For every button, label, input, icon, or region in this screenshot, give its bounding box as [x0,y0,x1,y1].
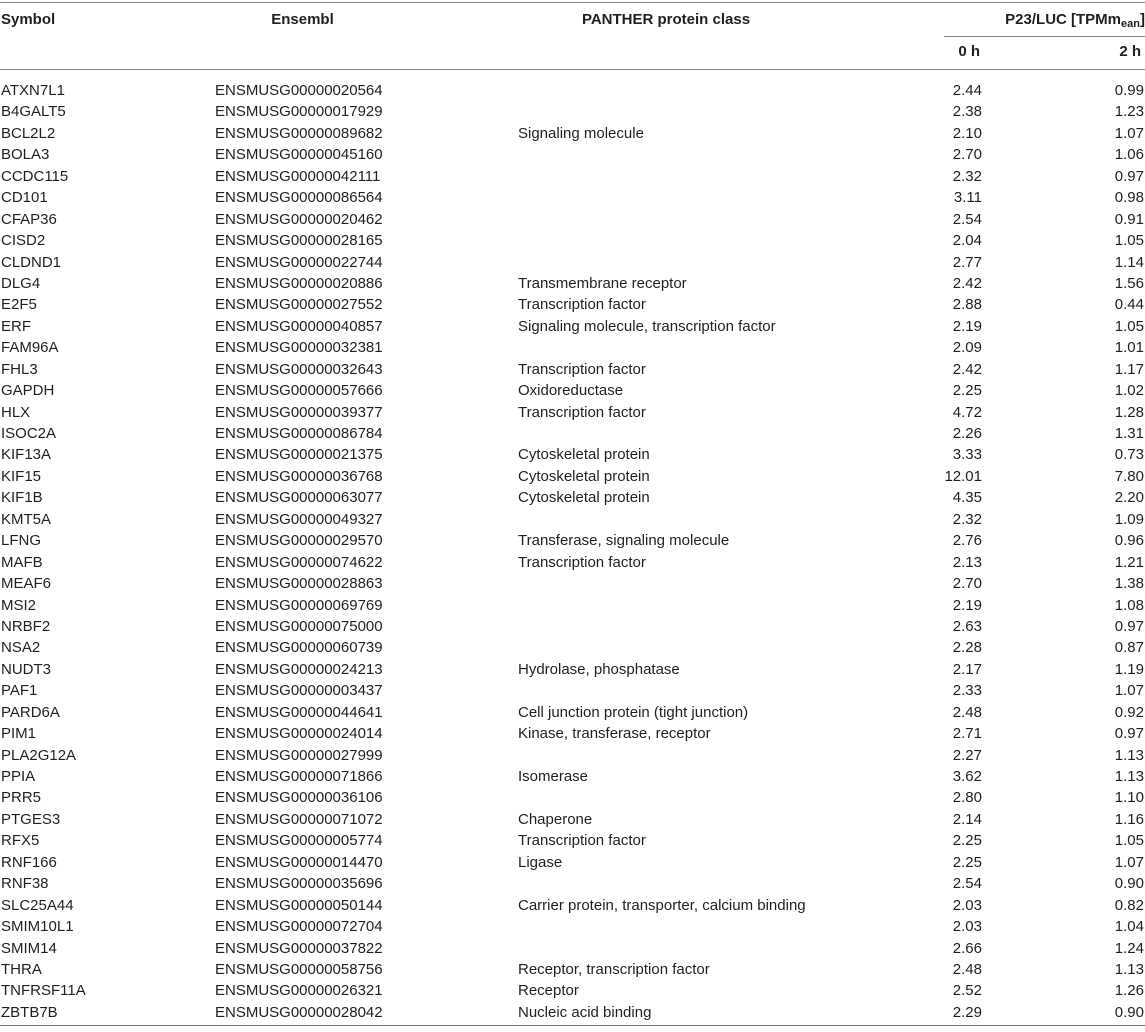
cell-2h: 1.38 [1114,575,1144,593]
cell-protein-class: Cytoskeletal protein [518,467,650,485]
cell-symbol: THRA [1,960,42,978]
cell-ensembl: ENSMUSG00000032643 [215,360,383,378]
cell-ensembl: ENSMUSG00000014470 [215,853,383,871]
header-2h: 2 h [1119,43,1141,60]
cell-2h: 1.02 [1114,382,1144,400]
table-row [0,273,1145,294]
cell-ensembl: ENSMUSG00000039377 [215,403,383,421]
table-row [0,294,1145,315]
top-rule [0,2,1145,3]
table-row [0,80,1145,101]
cell-ensembl: ENSMUSG00000036106 [215,789,383,807]
cell-protein-class: Nucleic acid binding [518,1003,652,1021]
cell-ensembl: ENSMUSG00000027999 [215,746,383,764]
cell-2h: 0.97 [1114,617,1144,635]
cell-protein-class: Transcription factor [518,403,646,421]
cell-symbol: MAFB [1,553,43,571]
table-row [0,466,1145,487]
cell-0h: 2.66 [952,939,982,957]
cell-protein-class: Isomerase [518,768,589,785]
table-row [0,852,1145,873]
cell-ensembl: ENSMUSG00000027552 [215,296,383,314]
cell-2h: 0.91 [1114,210,1144,228]
cell-protein-class: Oxidoreductase [518,382,624,400]
cell-protein-class: Ligase [518,853,563,871]
cell-0h: 3.33 [952,446,982,464]
cell-symbol: MEAF6 [1,575,52,593]
cell-symbol: NSA2 [1,639,41,657]
cell-ensembl: ENSMUSG00000017929 [215,103,383,121]
cell-0h: 2.44 [952,82,982,99]
table-row [0,359,1145,380]
cell-symbol: CD101 [1,189,48,207]
cell-ensembl: ENSMUSG00000003437 [215,682,383,700]
cell-symbol: SMIM10L1 [1,918,74,936]
cell-0h: 2.88 [952,296,982,314]
cell-ensembl: ENSMUSG00000037822 [215,939,383,957]
cell-2h: 0.87 [1114,639,1144,657]
cell-0h: 4.35 [952,489,982,507]
cell-0h: 2.17 [952,660,982,678]
cell-0h: 2.54 [952,210,982,228]
cell-2h: 0.44 [1114,296,1144,314]
cell-symbol: RNF166 [1,853,57,871]
cell-ensembl: ENSMUSG00000036768 [215,467,383,485]
cell-symbol: TNFRSF11A [1,982,86,1000]
table-row [0,337,1145,358]
table-row [0,423,1145,444]
header-symbol: Symbol [1,11,56,28]
table-row [0,552,1145,573]
table-row [0,809,1145,830]
header-group-label: P23/LUC [TPMm [1005,11,1122,28]
cell-symbol: RFX5 [1,832,40,850]
table-row [0,745,1145,766]
cell-symbol: CISD2 [1,232,46,250]
cell-2h: 1.13 [1114,960,1144,978]
cell-ensembl: ENSMUSG00000089682 [215,124,383,142]
cell-2h: 1.05 [1114,232,1144,250]
cell-protein-class: Cell junction protein (tight junction) [518,703,749,721]
cell-symbol: CLDND1 [1,253,62,271]
table-row [0,230,1145,251]
header-panther-class: PANTHER protein class [581,11,751,28]
cell-2h: 1.05 [1114,832,1144,850]
cell-symbol: PLA2G12A [1,746,77,764]
cell-0h: 2.76 [952,532,982,550]
cell-ensembl: ENSMUSG00000024014 [215,725,383,743]
header-p23-luc-group [944,11,1145,33]
table-row [0,187,1145,208]
cell-protein-class: Carrier protein, transporter, calcium binding [518,896,806,914]
table-row [0,787,1145,808]
table-row [0,530,1145,551]
cell-ensembl: ENSMUSG00000026321 [215,982,383,1000]
cell-ensembl: ENSMUSG00000075000 [215,617,383,635]
cell-protein-class: Transcription factor [518,553,646,571]
cell-0h: 3.62 [952,768,982,785]
cell-2h: 0.97 [1114,725,1144,743]
table-row [0,595,1145,616]
table-row [0,209,1145,230]
cell-symbol: B4GALT5 [1,103,66,121]
cell-symbol: KIF15 [1,467,42,485]
cell-2h: 1.07 [1114,682,1144,700]
cell-ensembl: ENSMUSG00000028863 [215,575,383,593]
cell-2h: 1.07 [1114,853,1144,871]
cell-2h: 1.01 [1114,339,1144,357]
cell-2h: 0.98 [1114,189,1144,207]
cell-2h: 1.05 [1114,317,1144,335]
table-row [0,980,1145,1001]
cell-2h: 1.31 [1114,425,1144,442]
cell-0h: 12.01 [944,467,982,485]
cell-ensembl: ENSMUSG00000021375 [215,446,383,464]
cell-2h: 1.09 [1114,510,1144,528]
cell-symbol: ISOC2A [1,425,57,442]
cell-0h: 2.48 [952,703,982,721]
header-group-subscript: ean [1121,18,1140,30]
cell-ensembl: ENSMUSG00000071866 [215,768,383,785]
cell-protein-class: Transcription factor [518,832,646,850]
cell-0h: 2.03 [952,918,982,936]
cell-2h: 1.14 [1114,253,1144,271]
cell-symbol: BCL2L2 [1,124,56,142]
table-row [0,702,1145,723]
cell-ensembl: ENSMUSG00000020564 [215,82,383,99]
group-rule [944,36,1145,37]
cell-0h: 2.33 [952,682,982,700]
cell-0h: 2.48 [952,960,982,978]
cell-ensembl: ENSMUSG00000063077 [215,489,383,507]
cell-0h: 2.54 [952,875,982,893]
cell-symbol: RNF38 [1,875,49,893]
table-row [0,252,1145,273]
cell-symbol: PPIA [1,768,36,785]
cell-protein-class: Cytoskeletal protein [518,489,650,507]
cell-0h: 2.29 [952,1003,982,1021]
cell-symbol: PARD6A [1,703,60,721]
cell-protein-class: Chaperone [518,810,593,828]
cell-ensembl: ENSMUSG00000035696 [215,875,383,893]
cell-symbol: CFAP36 [1,210,57,228]
cell-ensembl: ENSMUSG00000086564 [215,189,383,207]
table-row [0,166,1145,187]
cell-2h: 1.17 [1114,360,1144,378]
cell-protein-class: Transferase, signaling molecule [518,532,730,550]
cell-0h: 2.80 [952,789,982,807]
cell-symbol: KMT5A [1,510,52,528]
cell-ensembl: ENSMUSG00000028165 [215,232,383,250]
cell-protein-class: Transmembrane receptor [518,274,687,292]
cell-ensembl: ENSMUSG00000058756 [215,960,383,978]
cell-2h: 1.26 [1114,982,1144,1000]
cell-protein-class: Cytoskeletal protein [518,446,650,464]
cell-symbol: SMIM14 [1,939,57,957]
cell-symbol: LFNG [1,532,42,550]
cell-ensembl: ENSMUSG00000040857 [215,317,383,335]
cell-0h: 3.11 [953,189,982,207]
cell-0h: 2.13 [952,553,982,571]
table-row [0,766,1145,787]
cell-0h: 2.71 [952,725,982,743]
table-row [0,487,1145,508]
cell-protein-class: Signaling molecule [518,124,644,142]
cell-ensembl: ENSMUSG00000071072 [215,810,383,828]
cell-2h: 7.80 [1114,467,1144,485]
cell-0h: 2.25 [952,382,982,400]
cell-ensembl: ENSMUSG00000045160 [215,146,383,164]
cell-0h: 2.25 [952,853,982,871]
cell-symbol: ATXN7L1 [1,82,65,99]
cell-symbol: PAF1 [1,682,38,700]
cell-0h: 2.38 [952,103,982,121]
table-row [0,637,1145,658]
cell-ensembl: ENSMUSG00000050144 [215,896,383,914]
cell-symbol: BOLA3 [1,146,50,164]
cell-protein-class: Receptor [518,982,579,1000]
table-row [0,916,1145,937]
header-ensembl: Ensembl [271,11,334,28]
cell-ensembl: ENSMUSG00000069769 [215,596,383,614]
table-row [0,895,1145,916]
cell-2h: 1.10 [1114,789,1144,807]
cell-2h: 0.92 [1114,703,1144,721]
table-row [0,144,1145,165]
cell-symbol: DLG4 [1,274,41,292]
cell-symbol: MSI2 [1,596,37,614]
table-row [0,1002,1145,1023]
cell-2h: 0.73 [1114,446,1144,464]
cell-ensembl: ENSMUSG00000032381 [215,339,383,357]
cell-ensembl: ENSMUSG00000020462 [215,210,383,228]
cell-symbol: KIF13A [1,446,52,464]
cell-0h: 2.70 [952,575,982,593]
header-rule [0,69,1145,70]
cell-0h: 4.72 [952,403,982,421]
cell-symbol: FHL3 [1,360,38,378]
table-row [0,723,1145,744]
cell-symbol: NRBF2 [1,617,51,635]
table-row [0,830,1145,851]
table-row [0,680,1145,701]
cell-symbol: HLX [1,403,31,421]
cell-protein-class: Hydrolase, phosphatase [518,660,680,678]
cell-2h: 0.96 [1114,532,1144,550]
cell-symbol: CCDC115 [1,167,69,185]
cell-2h: 1.56 [1114,274,1144,292]
table-row [0,616,1145,637]
cell-2h: 1.19 [1114,660,1144,678]
cell-2h: 1.13 [1114,746,1144,764]
cell-ensembl: ENSMUSG00000022744 [215,253,383,271]
table-row [0,402,1145,423]
table-body [0,80,1145,1023]
cell-0h: 2.27 [952,746,982,764]
cell-2h: 1.21 [1114,553,1144,571]
cell-0h: 2.25 [952,832,982,850]
header-group-close: ] [1140,11,1145,28]
cell-symbol: PRR5 [1,789,42,807]
cell-ensembl: ENSMUSG00000020886 [215,274,383,292]
cell-2h: 2.20 [1114,489,1144,507]
cell-0h: 2.32 [952,167,982,185]
cell-ensembl: ENSMUSG00000060739 [215,639,383,657]
cell-symbol: ZBTB7B [1,1003,58,1021]
cell-0h: 2.70 [952,146,982,164]
cell-protein-class: Transcription factor [518,360,646,378]
cell-2h: 1.23 [1114,103,1144,121]
cell-0h: 2.19 [952,596,982,614]
cell-symbol: FAM96A [1,339,59,357]
cell-protein-class: Kinase, transferase, receptor [518,725,711,743]
cell-symbol: PTGES3 [1,810,61,828]
table-row [0,380,1145,401]
cell-ensembl: ENSMUSG00000072704 [215,918,383,936]
cell-2h: 1.07 [1114,124,1144,142]
cell-ensembl: ENSMUSG00000044641 [215,703,383,721]
cell-ensembl: ENSMUSG00000024213 [215,660,383,678]
cell-0h: 2.28 [952,639,982,657]
cell-protein-class: Signaling molecule, transcription factor [518,317,776,335]
table-row [0,101,1145,122]
table-row [0,938,1145,959]
cell-0h: 2.77 [952,253,982,271]
cell-symbol: KIF1B [1,489,43,507]
cell-ensembl: ENSMUSG00000029570 [215,532,383,550]
cell-ensembl: ENSMUSG00000057666 [215,382,383,400]
cell-2h: 0.97 [1114,167,1144,185]
cell-2h: 1.28 [1114,403,1144,421]
cell-0h: 2.19 [952,317,982,335]
cell-symbol: ERF [1,317,31,335]
cell-protein-class: Transcription factor [518,296,646,314]
cell-2h: 1.06 [1114,146,1144,164]
cell-0h: 2.09 [952,339,982,357]
bottom-rule [0,1025,1145,1026]
cell-ensembl: ENSMUSG00000005774 [215,832,383,850]
cell-2h: 0.90 [1114,1003,1144,1021]
cell-0h: 2.03 [952,896,982,914]
cell-0h: 2.14 [952,810,982,828]
cell-2h: 0.90 [1114,875,1144,893]
table-row [0,659,1145,680]
cell-ensembl: ENSMUSG00000086784 [215,425,383,442]
cell-symbol: SLC25A44 [1,896,74,914]
table-row [0,123,1145,144]
table-row [0,959,1145,980]
cell-0h: 2.42 [952,274,982,292]
table-row [0,873,1145,894]
cell-2h: 1.16 [1114,810,1144,828]
table-row [0,509,1145,530]
cell-symbol: NUDT3 [1,660,52,678]
cell-0h: 2.52 [952,982,982,1000]
cell-ensembl: ENSMUSG00000028042 [215,1003,383,1021]
cell-0h: 2.04 [952,232,982,250]
cell-2h: 1.13 [1114,768,1144,785]
cell-0h: 2.10 [952,124,982,142]
table-row [0,444,1145,465]
cell-0h: 2.63 [952,617,982,635]
header-0h: 0 h [958,43,980,60]
cell-2h: 1.04 [1114,918,1144,936]
table-row [0,573,1145,594]
cell-ensembl: ENSMUSG00000049327 [215,510,383,528]
cell-2h: 1.24 [1114,939,1144,957]
cell-2h: 0.99 [1114,82,1144,99]
cell-2h: 0.82 [1114,896,1144,914]
cell-0h: 2.26 [952,425,982,442]
table-row [0,316,1145,337]
cell-protein-class: Receptor, transcription factor [518,960,710,978]
cell-2h: 1.08 [1114,596,1144,614]
cell-ensembl: ENSMUSG00000042111 [215,167,381,185]
cell-0h: 2.42 [952,360,982,378]
cell-symbol: GAPDH [1,382,55,400]
cell-0h: 2.32 [952,510,982,528]
cell-symbol: E2F5 [1,296,37,314]
cell-ensembl: ENSMUSG00000074622 [215,553,383,571]
cell-symbol: PIM1 [1,725,37,743]
